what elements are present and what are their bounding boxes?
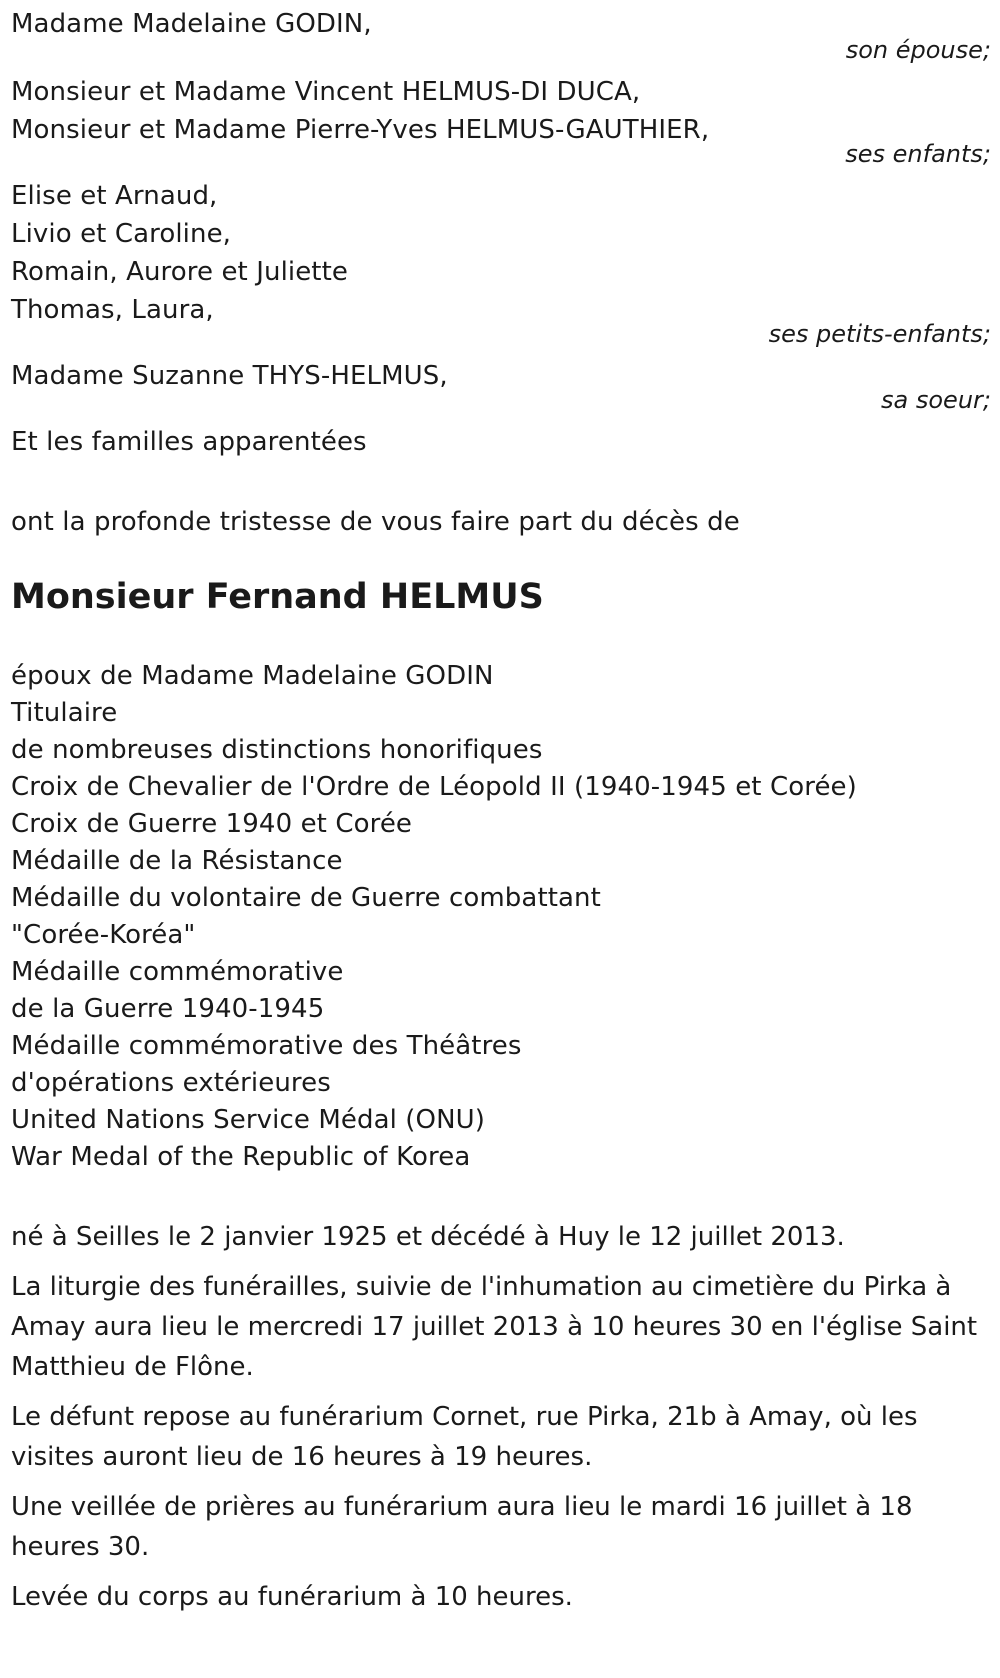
details-section bbox=[11, 1217, 991, 1617]
announcement-text: ont la profonde tristesse de vous faire part du décès de bbox=[11, 507, 740, 537]
body-removal-paragraph: Levée du corps au funérarium à 10 heures. bbox=[11, 1582, 573, 1612]
children-role: ses enfants; bbox=[845, 140, 991, 168]
child-name: Monsieur et Madame Pierre-Yves HELMUS-GAUTHIER, bbox=[11, 115, 710, 145]
spouse-name: Madame Madelaine GODIN, bbox=[11, 9, 372, 39]
funeral-liturgy-paragraph: La liturgie des funérailles, suivie de l'inhumation au cimetière du Pirka à Amay aura lieu le mercredi 17 juillet 2013 à 10 heures 30 en l'église Saint Matthieu de Flône. bbox=[11, 1272, 978, 1382]
related-families: Et les familles apparentées bbox=[11, 427, 367, 457]
title-line: Croix de Chevalier de l'Ordre de Léopold II (1940-1945 et Corée) bbox=[11, 772, 857, 802]
obituary-notice bbox=[11, 0, 991, 1617]
title-line: de la Guerre 1940-1945 bbox=[11, 994, 325, 1024]
title-line: d'opérations extérieures bbox=[11, 1068, 331, 1098]
prayer-vigil-paragraph: Une veillée de prières au funérarium aura lieu le mardi 16 juillet à 18 heures 30. bbox=[11, 1492, 913, 1562]
grandchild-name: Romain, Aurore et Juliette bbox=[11, 257, 348, 287]
title-line: de nombreuses distinctions honorifiques bbox=[11, 735, 543, 765]
grandchild-name: Livio et Caroline, bbox=[11, 219, 232, 249]
title-line: Médaille de la Résistance bbox=[11, 846, 343, 876]
grandchild-name: Thomas, Laura, bbox=[11, 295, 214, 325]
title-line: Médaille commémorative bbox=[11, 957, 344, 987]
child-name: Monsieur et Madame Vincent HELMUS-DI DUCA, bbox=[11, 77, 641, 107]
title-line: Médaille du volontaire de Guerre combattant bbox=[11, 883, 601, 913]
birth-death-paragraph: né à Seilles le 2 janvier 1925 et décédé à Huy le 12 juillet 2013. bbox=[11, 1222, 845, 1252]
spouse-role: son épouse; bbox=[845, 36, 991, 64]
title-line: Titulaire bbox=[11, 698, 118, 728]
sister-role: sa soeur; bbox=[881, 386, 991, 414]
title-line: époux de Madame Madelaine GODIN bbox=[11, 661, 494, 691]
sister-name: Madame Suzanne THYS-HELMUS, bbox=[11, 361, 448, 391]
spouse-block bbox=[11, 4, 991, 66]
grandchildren-block bbox=[11, 176, 991, 350]
title-line: Croix de Guerre 1940 et Corée bbox=[11, 809, 413, 839]
title-line: War Medal of the Republic of Korea bbox=[11, 1142, 471, 1172]
funerarium-visits-paragraph: Le défunt repose au funérarium Cornet, rue Pirka, 21b à Amay, où les visites auront lieu de 16 heures à 19 heures. bbox=[11, 1402, 918, 1472]
grandchild-name: Elise et Arnaud, bbox=[11, 181, 218, 211]
title-line: United Nations Service Médal (ONU) bbox=[11, 1105, 486, 1135]
children-block bbox=[11, 72, 991, 170]
title-line: Médaille commémorative des Théâtres bbox=[11, 1031, 522, 1061]
deceased-name: Monsieur Fernand HELMUS bbox=[11, 577, 544, 617]
titles-list bbox=[11, 656, 991, 1177]
sister-block bbox=[11, 356, 991, 416]
grandchildren-role: ses petits-enfants; bbox=[768, 320, 991, 348]
title-line: "Corée-Koréa" bbox=[11, 920, 196, 950]
